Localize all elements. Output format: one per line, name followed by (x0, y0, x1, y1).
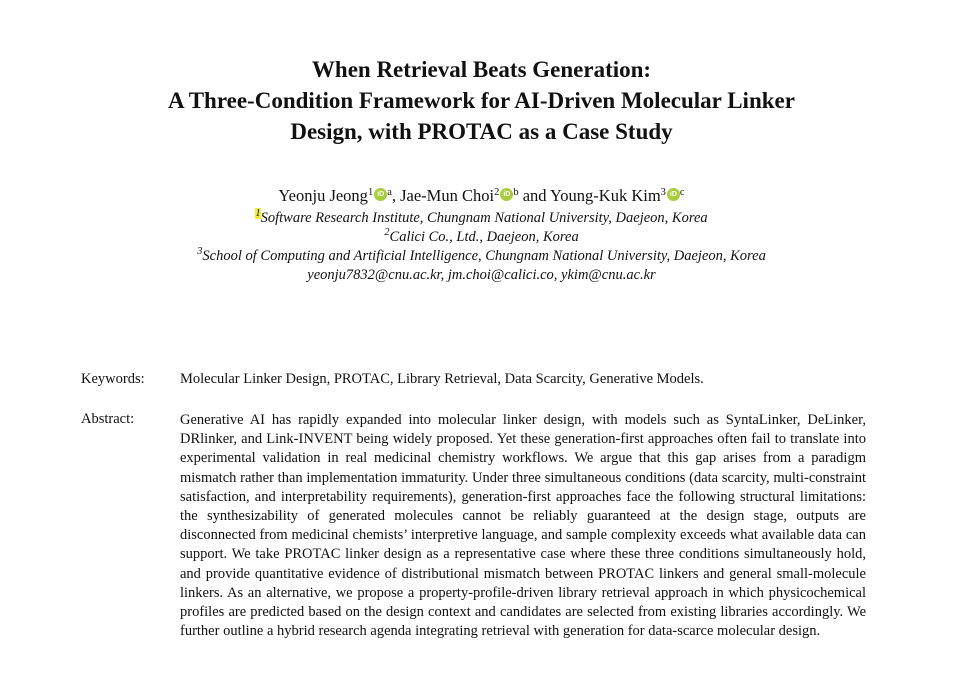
affiliation-text: Calici Co., Ltd., Daejeon, Korea (389, 229, 579, 245)
abstract-text: Generative AI has rapidly expanded into molecular linker design, with models such as SyntaLinker, DeLinker, DRlinker, and Link-INVENT being widely proposed. Yet these generation-first approaches often fail to translate into experimental validation in real medicinal chemistry workflows. We argue that this gap arises from a paradigm mismatch rather than implementation immaturity. Under three simultaneous conditions (data scarcity, multi-constraint satisfaction, and interpretability requirements), generation-first approaches face the following structural limitations: the synthesizability of generated molecules cannot be reliably guaranteed at the design stage, outputs are disconnected from medicinal chemists’ interpretive language, and sample complexity exceeds what available data can support. We take PROTAC linker design as a representative case where these three conditions simultaneously hold, and provide quantitative evidence of distributional mismatch between PROTAC linkers and general small-molecule linkers. As an alternative, we propose a property-profile-driven library retrieval approach in which physicochemical profiles are predicted based on the design context and candidates are selected from existing libraries accordingly. We further outline a hybrid research agenda integrating retrieval with generation for data-scarce molecular design. (180, 412, 866, 640)
author-mark: c (679, 187, 685, 198)
title-line-3: Design, with PROTAC as a Case Study (290, 119, 673, 144)
author-mark: b (513, 187, 519, 198)
affiliation-text: School of Computing and Artificial Intelligence, Chungnam National University, Daejeon, Korea (202, 248, 766, 264)
orcid-icon[interactable]: iD (374, 188, 387, 201)
author-affil-ref: 1 (367, 187, 374, 198)
abstract-label: Abstract: (81, 411, 135, 427)
orcid-icon[interactable]: iD (500, 188, 513, 201)
affiliation-3 (0, 247, 963, 266)
orcid-icon[interactable]: iD (667, 188, 680, 201)
affiliation-2 (0, 228, 963, 247)
author-affil-ref: 2 (494, 187, 500, 198)
title-line-1: When Retrieval Beats Generation: (311, 57, 652, 82)
author-connector: , (391, 186, 401, 205)
affiliation-number: 2 (384, 227, 390, 238)
author-connector: and (518, 186, 551, 205)
affiliation-number: 3 (197, 246, 203, 257)
paper-title (0, 54, 963, 147)
author-name: Young-Kuk Kim (550, 186, 661, 205)
author-name: Yeonju Jeong (278, 186, 368, 205)
author-name: Jae-Mun Choi (400, 186, 495, 205)
affiliation-number: 1 (255, 208, 261, 219)
author-affil-ref: 3 (660, 187, 666, 198)
author-list (0, 186, 963, 206)
author-mark: a (387, 187, 392, 198)
keywords-label: Keywords: (81, 371, 145, 387)
keywords-text: Molecular Linker Design, PROTAC, Library Retrieval, Data Scarcity, Generative Models. (180, 371, 704, 387)
affiliation-1 (0, 209, 963, 228)
title-line-2: A Three-Condition Framework for AI-Driven Molecular Linker (168, 88, 795, 113)
author-emails[interactable]: yeonju7832@cnu.ac.kr, jm.choi@calici.co, ykim@cnu.ac.kr (307, 267, 656, 283)
affiliation-text: Software Research Institute, Chungnam National University, Daejeon, Korea (260, 210, 708, 226)
